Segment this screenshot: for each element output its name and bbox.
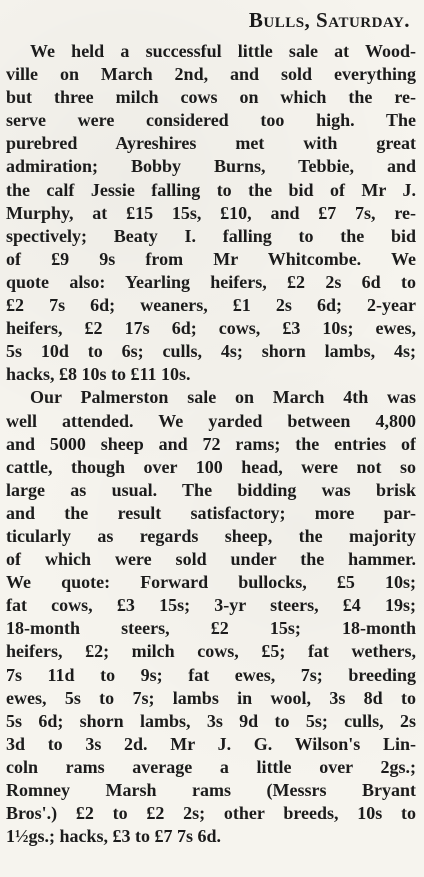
- text-line: heifers, £2; milch cows, £5; fat wethers,: [6, 641, 416, 662]
- text-line: well attended. We yarded between 4,800: [6, 410, 416, 431]
- text-line: Our Palmerston sale on March 4th was: [30, 387, 416, 408]
- text-line: 1½gs.; hacks, £3 to £7 7s 6d.: [6, 826, 222, 847]
- text-line: of £9 9s from Mr Whitcombe. We: [6, 248, 416, 269]
- text-line: of which were sold under the hammer.: [6, 549, 416, 570]
- text-line: admiration; Bobby Burns, Tebbie, and: [6, 156, 416, 177]
- paragraph-palmerston-sale: [6, 386, 416, 848]
- text-line: but three milch cows on which the re-: [6, 87, 416, 108]
- text-line: ewes, 5s to 7s; lambs in wool, 3s 8d to: [6, 687, 416, 708]
- text-line: Murphy, at £15 15s, £10, and £7 7s, re-: [6, 202, 416, 223]
- text-line: ville on March 2nd, and sold everything: [6, 64, 416, 85]
- text-line: cattle, though over 100 head, were not so: [6, 456, 416, 477]
- text-line: the calf Jessie falling to the bid of Mr J.: [6, 179, 416, 200]
- text-line: We held a successful little sale at Wood-: [30, 41, 416, 61]
- text-line: spectively; Beaty I. falling to the bid: [6, 225, 416, 246]
- text-line: 5s 10d to 6s; culls, 4s; shorn lambs, 4s;: [6, 341, 416, 362]
- paragraph-woodville-sale: [6, 40, 416, 386]
- text-line: quote also: Yearling heifers, £2 2s 6d to: [6, 271, 416, 292]
- text-line: 7s 11d to 9s; fat ewes, 7s; breeding: [6, 664, 416, 685]
- text-line: fat cows, £3 15s; 3-yr steers, £4 19s;: [6, 595, 416, 616]
- text-line: large as usual. The bidding was brisk: [6, 479, 416, 500]
- text-line: serve were considered too high. The: [6, 110, 416, 131]
- text-line: 18-month steers, £2 15s; 18-month: [6, 618, 416, 639]
- text-line: Romney Marsh rams (Messrs Bryant: [6, 780, 416, 800]
- text-line: We quote: Forward bullocks, £5 10s;: [6, 572, 416, 593]
- text-line: ticularly as regards sheep, the majority: [6, 525, 416, 546]
- text-line: and 5000 sheep and 72 rams; the entries of: [6, 433, 416, 454]
- text-line: coln rams average a little over 2gs.;: [6, 756, 416, 777]
- text-line: hacks, £8 10s to £11 10s.: [6, 364, 191, 385]
- text-line: heifers, £2 17s 6d; cows, £3 10s; ewes,: [6, 318, 416, 339]
- text-line: purebred Ayreshires met with great: [6, 133, 416, 154]
- section-heading: Bulls, Saturday.: [248, 8, 410, 32]
- text-line: 3d to 3s 2d. Mr J. G. Wilson's Lin-: [6, 733, 416, 754]
- article-body: [6, 40, 416, 848]
- text-line: 5s 6d; shorn lambs, 3s 9d to 5s; culls, 2s: [6, 710, 416, 731]
- text-line: and the result satisfactory; more par-: [6, 502, 416, 523]
- text-line: £2 7s 6d; weaners, £1 2s 6d; 2-year: [6, 295, 416, 316]
- text-line: Bros'.) £2 to £2 2s; other breeds, 10s to: [6, 803, 416, 824]
